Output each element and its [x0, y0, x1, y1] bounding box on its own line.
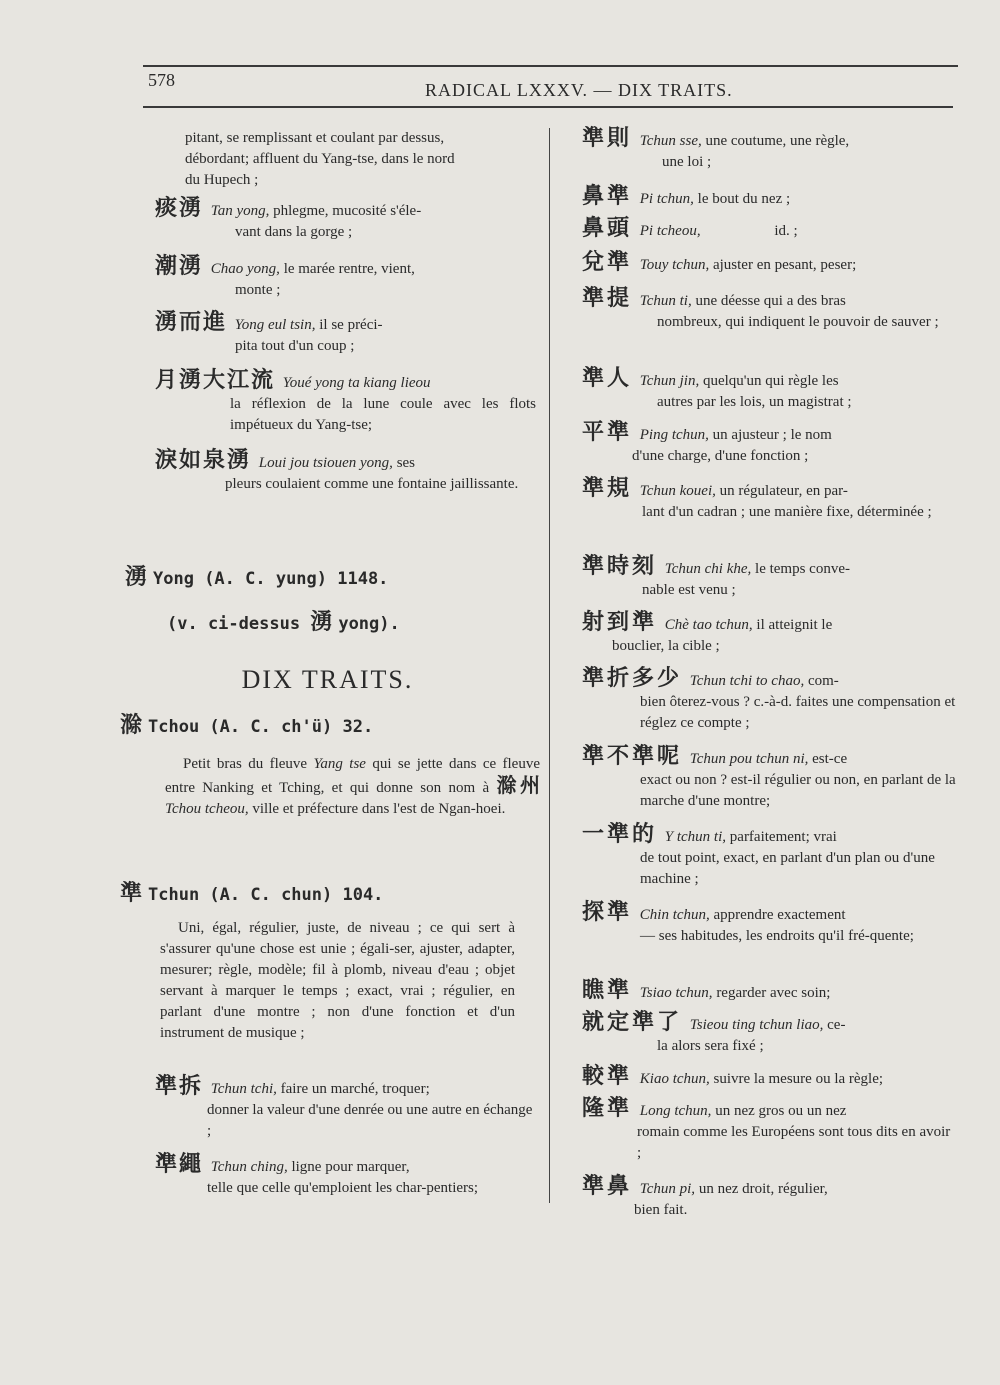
entry-continuation: nable est venu ;: [642, 582, 736, 598]
entry-hanzi: 瞧準: [582, 978, 633, 1003]
right-entry: [582, 288, 957, 333]
entry-continuation: la alors sera fixé ;: [657, 1038, 764, 1054]
page-number: 578: [148, 70, 175, 90]
right-entry: [582, 1012, 957, 1057]
right-entry: [582, 368, 957, 413]
entry-text: il atteignit le: [756, 617, 833, 633]
section-title-text: DIX TRAITS.: [241, 665, 414, 694]
entry-text: phlegme, mucosité s'éle-: [273, 203, 422, 219]
right-entry: [582, 556, 957, 601]
headword-line: Tchun (A. C. chun) 104.: [148, 885, 384, 905]
right-entry: [582, 746, 957, 812]
entry-text: quelqu'un qui règle les: [702, 373, 839, 389]
entry-text: un ajusteur ; le nom: [712, 427, 832, 443]
entry-hanzi: 射到準: [582, 610, 658, 635]
headword-tchou: [120, 708, 505, 739]
para-text: ville et préfecture dans l'est de Ngan-hoei.: [252, 801, 506, 817]
entry-continuation: bouclier, la cible ;: [612, 638, 720, 654]
entry-text: parfaitement; vrai: [729, 829, 837, 845]
para-hanzi: 滁州: [496, 773, 541, 797]
entry-hanzi: 鼻準: [582, 184, 633, 209]
entry-text: est-ce: [812, 751, 848, 767]
headword-hanzi: 準: [120, 881, 143, 906]
entry-continuation: telle que celle qu'emploient les char-pentiers;: [207, 1180, 479, 1196]
entry-romanization: Ping tchun,: [639, 427, 709, 443]
entry-romanization: Chè tao tchun,: [664, 617, 753, 633]
entry-continuation: romain comme les Européens sont tous dits en avoir ;: [637, 1124, 951, 1161]
entry-text: faire un marché, troquer;: [280, 1081, 430, 1097]
entry-text: le bout du nez ;: [697, 191, 791, 207]
entry-romanization: Tchun sse,: [639, 133, 702, 149]
entry-hanzi: 較準: [582, 1064, 633, 1089]
entry-romanization: Tsieou ting tchun liao,: [689, 1017, 824, 1033]
left-entry: [155, 370, 540, 444]
right-entry: [582, 980, 957, 1004]
entry-hanzi: 準規: [582, 476, 633, 501]
right-entry: [582, 186, 957, 210]
entry-continuation: de tout point, exact, en parlant d'un plan ou d'une machine ;: [640, 850, 935, 887]
right-entry: [582, 218, 957, 242]
entry-text: il se préci-: [319, 317, 383, 333]
left-entry: [155, 256, 540, 309]
entry-romanization: Chao yong,: [210, 261, 280, 277]
entry-romanization: Tchun pou tchun ni,: [689, 751, 809, 767]
entry-continuation: bien fait.: [634, 1202, 688, 1218]
entry-continuation: pleurs coulaient comme une fontaine jaillissante.: [225, 476, 519, 492]
entry-romanization: Kiao tchun,: [639, 1071, 710, 1087]
entry-continuation: nombreux, qui indiquent le pouvoir de sauver ;: [657, 314, 939, 330]
entry-romanization: Tchun ti,: [639, 293, 692, 309]
paragraph-tchou: [165, 754, 540, 820]
headword-hanzi: 滁: [120, 713, 143, 738]
section-title: [135, 665, 520, 695]
entry-continuation: monte ;: [235, 282, 281, 298]
right-entry: [582, 1098, 957, 1164]
column-divider: [549, 128, 550, 1203]
entry-text: id. ;: [774, 223, 798, 239]
entry-hanzi: 月湧大江流: [155, 368, 276, 393]
entry-continuation: bien ôterez-vous ? c.-à-d. faites une compensation et réglez ce compte ;: [640, 694, 956, 731]
right-entry: [582, 902, 957, 947]
para-italic: Tchou tcheou,: [165, 801, 249, 817]
entry-romanization: Youé yong ta kiang lieou: [282, 375, 431, 391]
entry-text: com-: [807, 673, 839, 689]
headword-yong: [125, 560, 510, 636]
entry-continuation: vant dans la gorge ;: [235, 224, 353, 240]
right-entry: [582, 612, 957, 657]
right-entry: [582, 478, 957, 523]
entry-text: le marée rentre, vient,: [283, 261, 415, 277]
headword-line: Yong (A. C. yung) 1148.: [153, 569, 389, 589]
entry-hanzi: 準折多少: [582, 666, 683, 691]
crossref-hanzi: 湧: [310, 610, 333, 635]
right-entry: [582, 422, 957, 467]
headword-crossref: [125, 605, 510, 636]
entry-text: regarder avec soin;: [716, 985, 831, 1001]
entry-continuation: — ses habitudes, les endroits qu'il fré-quente;: [640, 928, 914, 944]
entry-hanzi: 淚如泉湧: [155, 448, 252, 473]
entry-text: un nez gros ou un nez: [715, 1103, 847, 1119]
entry-continuation: exact ou non ? est-il régulier ou non, en parlant de la marche d'une montre;: [640, 772, 956, 809]
entry-hanzi: 探準: [582, 900, 633, 925]
entry-hanzi: 準則: [582, 126, 633, 151]
entry-hanzi: 隆準: [582, 1096, 633, 1121]
headword-line: Tchou (A. C. ch'ü) 32.: [148, 717, 374, 737]
entry-text: une déesse qui a des bras: [695, 293, 846, 309]
left-entry: [155, 198, 540, 251]
entry-romanization: Tchun chi khe,: [664, 561, 752, 577]
header-rule: [143, 106, 953, 108]
entry-romanization: Tchun ching,: [210, 1159, 288, 1175]
running-title: RADICAL LXXXV. — DIX TRAITS.: [425, 80, 733, 100]
entry-hanzi: 一準的: [582, 822, 658, 847]
right-entry: [582, 1176, 957, 1221]
entry-hanzi: 準不準呢: [582, 744, 683, 769]
entry-text: ses: [396, 455, 416, 471]
entry-continuation: une loi ;: [662, 154, 712, 170]
entry-continuation: lant d'un cadran ; une manière fixe, déterminée ;: [642, 504, 932, 520]
entry-text: un nez droit, régulier,: [698, 1181, 828, 1197]
intro-line: pitant, se remplissant et coulant par dessus,: [185, 130, 445, 146]
entry-romanization: Touy tchun,: [639, 257, 710, 273]
entry-hanzi: 就定準了: [582, 1010, 683, 1035]
left-entry: [155, 450, 540, 503]
entry-romanization: Loui jou tsiouen yong,: [258, 455, 393, 471]
entry-hanzi: 兌準: [582, 250, 633, 275]
left-entry: [155, 312, 540, 365]
entry-romanization: Pi tchun,: [639, 191, 694, 207]
entry-hanzi: 準提: [582, 286, 633, 311]
entry-continuation: d'une charge, d'une fonction ;: [632, 448, 809, 464]
para-text: Uni, égal, régulier, juste, de niveau ; ce qui sert à s'assurer qu'une chose est unie ; égali-ser, ajuster, adapter, mesurer; règle, modèle; fil à plomb, niveau d'eau ; objet servant à marquer le temps ; exact, vrai ; régulier, en parlant d'une montre ; non d'une fonction et d'un instrument de musique ;: [160, 920, 515, 1041]
entry-romanization: Pi tcheou,: [639, 223, 701, 239]
entry-romanization: Tchun tchi to chao,: [689, 673, 805, 689]
intro-line: du Hupech ;: [185, 172, 259, 188]
entry-romanization: Long tchun,: [639, 1103, 712, 1119]
entry-text: une coutume, une règle,: [705, 133, 850, 149]
entry-hanzi: 平準: [582, 420, 633, 445]
right-entry: [582, 824, 957, 890]
entry-hanzi: 痰湧: [155, 196, 204, 221]
entry-text: ce-: [827, 1017, 846, 1033]
entry-continuation: pita tout d'un coup ;: [235, 338, 355, 354]
para-text: Petit bras du fleuve: [183, 756, 308, 772]
entry-text: apprendre exactement: [713, 907, 846, 923]
right-entry: [582, 128, 957, 173]
entry-hanzi: 鼻頭: [582, 216, 633, 241]
entry-text: ajuster en pesant, peser;: [712, 257, 857, 273]
entry-romanization: Tchun pi,: [639, 1181, 696, 1197]
left-entry: [155, 1076, 540, 1150]
top-rule: [143, 65, 958, 67]
entry-continuation: donner la valeur d'une denrée ou une autre en échange ;: [207, 1102, 533, 1139]
entry-romanization: Tan yong,: [210, 203, 270, 219]
intro-line: débordant; affluent du Yang-tse, dans le nord: [185, 151, 455, 167]
entry-romanization: Y tchun ti,: [664, 829, 727, 845]
headword-hanzi: 湧: [125, 565, 148, 590]
entry-hanzi: 潮湧: [155, 254, 204, 279]
crossref-text: yong).: [338, 614, 400, 634]
left-entry: [155, 1154, 540, 1207]
entry-romanization: Tchun kouei,: [639, 483, 716, 499]
entry-hanzi: 準拆: [155, 1074, 204, 1099]
entry-text: un régulateur, en par-: [719, 483, 848, 499]
entry-hanzi: 準時刻: [582, 554, 658, 579]
crossref-text: (v. ci-dessus: [167, 614, 301, 634]
entry-continuation: autres par les lois, un magistrat ;: [657, 394, 852, 410]
right-entry: [582, 252, 957, 276]
paragraph-tchun: [160, 918, 515, 1044]
right-entry: [582, 1066, 957, 1090]
entry-romanization: Yong eul tsin,: [234, 317, 316, 333]
entry-romanization: Tchun tchi,: [210, 1081, 277, 1097]
entry-hanzi: 準人: [582, 366, 633, 391]
entry-romanization: Chin tchun,: [639, 907, 710, 923]
entry-hanzi: 準繩: [155, 1152, 204, 1177]
headword-tchun: [120, 876, 505, 907]
para-text: qui se jette dans ce fleuve entre Nanking et Tching, et qui donne son nom à: [165, 756, 540, 796]
entry-hanzi: 湧而進: [155, 310, 228, 335]
entry-hanzi: 準鼻: [582, 1174, 633, 1199]
entry-text: ligne pour marquer,: [291, 1159, 410, 1175]
entry-romanization: Tsiao tchun,: [639, 985, 713, 1001]
entry-text: suivre la mesure ou la règle;: [713, 1071, 884, 1087]
entry-text: le temps conve-: [755, 561, 850, 577]
right-entry: [582, 668, 957, 734]
intro-continuation: [155, 128, 540, 191]
entry-romanization: Tchun jin,: [639, 373, 700, 389]
entry-continuation: la réflexion de la lune coule avec les flots impétueux du Yang-tse;: [230, 396, 536, 433]
para-italic: Yang tse: [313, 756, 366, 772]
